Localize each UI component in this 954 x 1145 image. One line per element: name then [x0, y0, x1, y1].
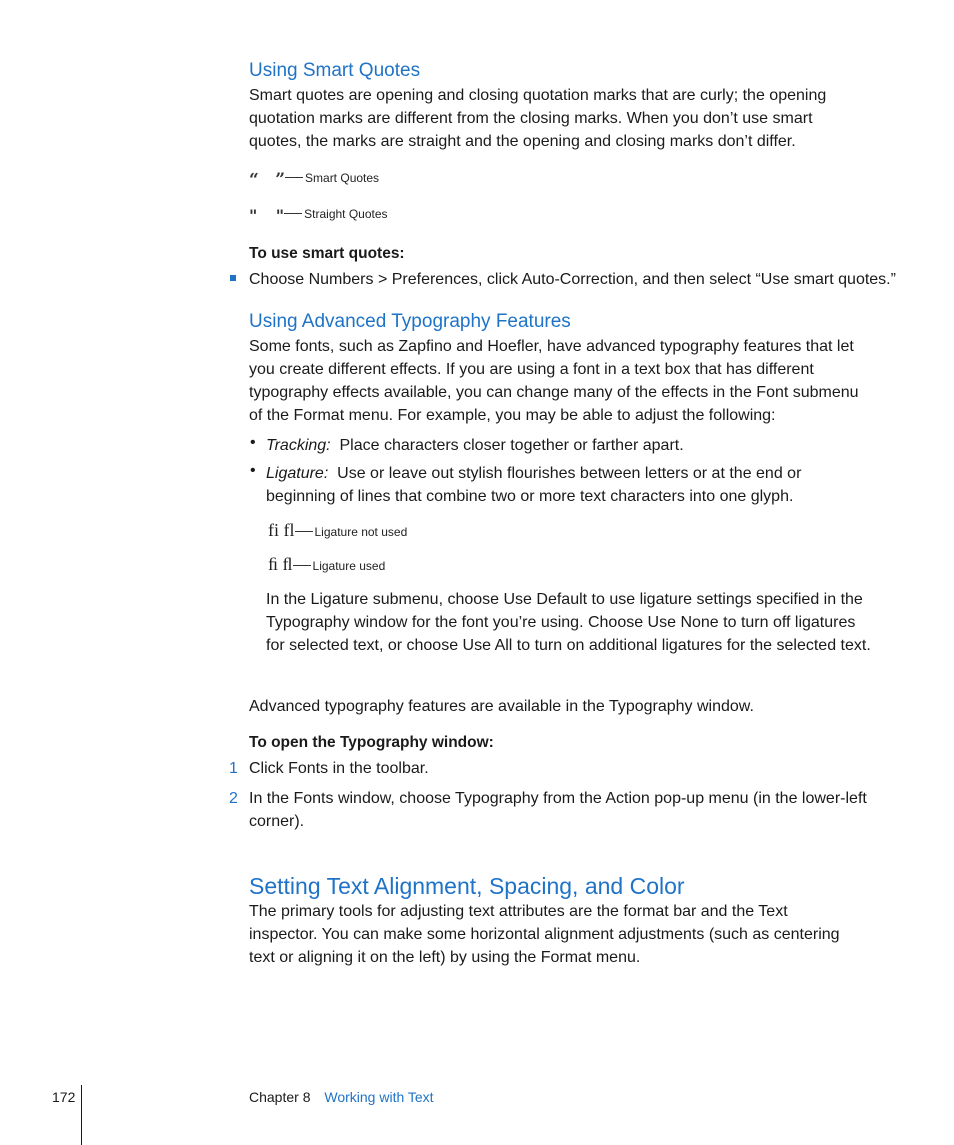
- bullet-tracking: [266, 434, 866, 457]
- straight-quote-close-glyph: ": [275, 206, 285, 225]
- straight-quote-open-glyph: ": [249, 206, 258, 225]
- bullet-dot-tracking: •: [250, 434, 256, 451]
- smart-quote-close-glyph: ”: [275, 170, 286, 190]
- step-number-2: 2: [229, 790, 238, 807]
- ligature-note: In the Ligature submenu, choose Use Default to use ligature settings specified in the Typography window for the font you’re using. Choose Use None to turn off ligatures for selected text, or choose Use All to turn on additional ligatures for the selected text.: [266, 591, 871, 654]
- smart-quotes-task-heading: To use smart quotes:: [249, 245, 405, 262]
- advanced-typography-intro: Some fonts, such as Zapfino and Hoefler, have advanced typography features that let you create different effects. If you are using a font in a text box that has different typography effects available, you can change many of the effects in the Font submenu of the Format menu. For example, you may be able to adjust the following:: [249, 338, 859, 424]
- bullet-ligature-term: Ligature:: [266, 465, 329, 482]
- smart-quotes-task-step: Choose Numbers > Preferences, click Auto-Correction, and then select “Use smart quotes.”: [249, 271, 896, 288]
- alignment-section-heading: Setting Text Alignment, Spacing, and Color: [249, 873, 685, 899]
- footer-divider: [81, 1085, 82, 1145]
- bullet-ligature: [266, 462, 836, 508]
- step-1-text: Click Fonts in the toolbar.: [249, 760, 429, 777]
- smart-quote-open-glyph: “: [249, 170, 259, 190]
- ligature-used-figure-row: [268, 554, 385, 575]
- bullet-ligature-text: Use or leave out stylish flourishes between letters or at the end or beginning of lines that combine two or more text characters into one glyph.: [266, 465, 802, 505]
- straight-quotes-caption: Straight Quotes: [304, 207, 388, 221]
- footer-chapter-label: Chapter 8: [249, 1089, 311, 1105]
- ligature-not-used-figure-row: [268, 520, 407, 541]
- footer-chapter: [249, 1088, 434, 1106]
- step-2-text: In the Fonts window, choose Typography from the Action pop-up menu (in the lower-left corner).: [249, 790, 867, 830]
- task-bullet-icon: [230, 275, 236, 281]
- bullet-tracking-term: Tracking:: [266, 437, 331, 454]
- smart-quotes-caption: Smart Quotes: [305, 171, 380, 185]
- smart-quotes-heading: Using Smart Quotes: [249, 60, 421, 81]
- page-number: 172: [52, 1089, 76, 1105]
- ligature-not-used-caption: Ligature not used: [314, 525, 408, 539]
- ligature-used-glyphs: ﬁ ﬂ: [268, 554, 293, 574]
- advanced-typography-heading: Using Advanced Typography Features: [249, 311, 571, 332]
- step-number-1: 1: [229, 760, 238, 777]
- alignment-section-intro: The primary tools for adjusting text attributes are the format bar and the Text inspector. You can make some horizontal alignment adjustments (such as centering text or aligning it on the left) by using the Format menu.: [249, 903, 840, 966]
- smart-quotes-figure-row: [249, 167, 380, 190]
- ligature-used-caption: Ligature used: [312, 559, 386, 573]
- typography-task-heading: To open the Typography window:: [249, 734, 494, 751]
- smart-quotes-intro: Smart quotes are opening and closing quotation marks that are curly; the opening quotation marks are different from the closing marks. When you don’t use smart quotes, the marks are straight and the opening and closing marks don’t differ.: [249, 87, 827, 150]
- bullet-dot-ligature: •: [250, 462, 256, 479]
- typography-availability: Advanced typography features are available in the Typography window.: [249, 698, 754, 715]
- ligature-not-used-glyphs: fi fl: [268, 520, 295, 540]
- footer-chapter-title: Working with Text: [324, 1089, 434, 1105]
- bullet-tracking-text: Place characters closer together or farther apart.: [339, 437, 684, 454]
- straight-quotes-figure-row: [249, 203, 388, 223]
